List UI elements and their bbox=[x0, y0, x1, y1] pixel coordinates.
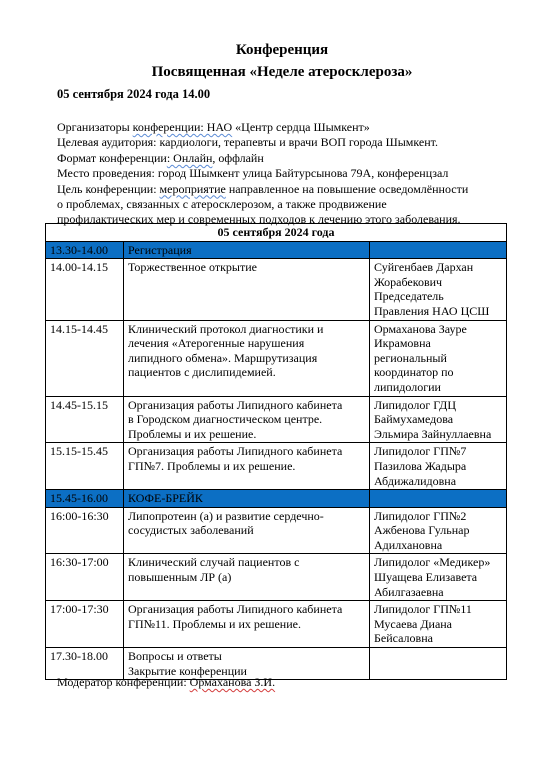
schedule-speaker bbox=[370, 443, 507, 490]
document-subtitle: Посвященная «Неделе атеросклероза» bbox=[151, 64, 413, 80]
schedule-row bbox=[46, 443, 507, 490]
audience-line: Целевая аудитория: кардиологи, терапевты и врачи ВОП города Шымкент. bbox=[57, 135, 439, 150]
schedule-header: 05 сентября 2024 года bbox=[46, 224, 507, 242]
speaker-line: региональный bbox=[374, 350, 447, 365]
schedule-time: 14.00-14.15 bbox=[46, 259, 124, 320]
venue-line: Место проведения: город Шымкент улица Байтурсынова 79А, конференцзал bbox=[57, 166, 449, 181]
speaker-line: Пазилова Жадыра bbox=[374, 458, 467, 473]
schedule-topic bbox=[124, 490, 370, 508]
schedule-topic bbox=[124, 554, 370, 601]
conference-date-time: 05 сентября 2024 года 14.00 bbox=[57, 87, 211, 101]
speaker-line: Абдижалидовна bbox=[374, 473, 457, 488]
schedule-speaker bbox=[370, 396, 507, 443]
conference-info bbox=[57, 120, 507, 228]
schedule-speaker bbox=[370, 320, 507, 396]
speaker-line: Суйгенбаев Дархан bbox=[374, 260, 474, 275]
schedule-time: 16:00-16:30 bbox=[46, 507, 124, 554]
topic-line: Клинический протокол диагностики и bbox=[128, 321, 324, 336]
schedule-row bbox=[46, 601, 507, 648]
schedule-row bbox=[46, 554, 507, 601]
schedule-time: 14.15-14.45 bbox=[46, 320, 124, 396]
organizers-underlined: конференции: НАО bbox=[132, 120, 233, 134]
schedule-time: 17:00-17:30 bbox=[46, 601, 124, 648]
speaker-line: Липидолог ГП№2 bbox=[374, 508, 467, 523]
schedule-time: 13.30-14.00 bbox=[46, 241, 124, 259]
schedule-row bbox=[46, 259, 507, 320]
goal-text-1: направленное на повышение осведомлённости bbox=[225, 181, 469, 196]
topic-line: Регистрация bbox=[128, 242, 192, 257]
speaker-line: Липидолог ГП№11 bbox=[374, 602, 472, 617]
organizers-label: Организаторы bbox=[57, 120, 133, 134]
goal-line-3: профилактических мер и современных подходов к лечению этого заболевания. bbox=[57, 212, 461, 227]
speaker-line: Бейсаловна bbox=[374, 631, 433, 646]
schedule-topic bbox=[124, 507, 370, 554]
schedule-highlight-row bbox=[46, 490, 507, 508]
speaker-line: Икрамовна bbox=[374, 336, 431, 351]
topic-line: Организация работы Липидного кабинета bbox=[128, 397, 343, 412]
schedule-table bbox=[45, 223, 507, 680]
topic-line: Проблемы и их решение. bbox=[128, 426, 257, 441]
schedule-speaker bbox=[370, 490, 507, 508]
schedule-header-row bbox=[46, 224, 507, 242]
schedule-topic bbox=[124, 443, 370, 490]
goal-line-2: о проблемах, связанных с атеросклерозом, а также продвижение bbox=[57, 197, 387, 212]
schedule-speaker bbox=[370, 648, 507, 680]
topic-line: Закрытие конференции bbox=[128, 663, 247, 678]
speaker-line: Ормаханова Зауре bbox=[374, 321, 467, 336]
speaker-line: Шуащева Елизавета bbox=[374, 570, 478, 585]
speaker-line: Липидолог ГП№7 bbox=[374, 444, 467, 459]
speaker-line: координатор по bbox=[374, 365, 454, 380]
topic-line: сосудистых заболеваний bbox=[128, 523, 254, 538]
topic-line: ГП№11. Проблемы и их решение. bbox=[128, 616, 301, 631]
topic-line: ГП№7. Проблемы и их решение. bbox=[128, 458, 296, 473]
moderator-line bbox=[57, 675, 275, 690]
schedule-topic bbox=[124, 320, 370, 396]
goal-line-1 bbox=[57, 182, 507, 197]
topic-line: КОФЕ-БРЕЙК bbox=[128, 491, 203, 506]
schedule-speaker bbox=[370, 554, 507, 601]
speaker-line: Эльмира Зайнуллаевна bbox=[374, 426, 492, 441]
topic-line: Вопросы и ответы bbox=[128, 649, 222, 664]
goal-label: Цель конференции: bbox=[57, 181, 160, 196]
format-underlined: : Онлайн bbox=[166, 150, 213, 165]
speaker-line: Ажбенова Гульнар bbox=[374, 523, 470, 538]
schedule-row bbox=[46, 320, 507, 396]
document-title: Конференция bbox=[235, 42, 329, 58]
schedule-row bbox=[46, 396, 507, 443]
topic-line: лечения «Атерогенные нарушения bbox=[128, 336, 305, 351]
topic-line: повышенным ЛР (а) bbox=[128, 570, 232, 585]
schedule-speaker bbox=[370, 241, 507, 259]
speaker-line: Председатель bbox=[374, 289, 444, 304]
schedule-topic bbox=[124, 396, 370, 443]
speaker-line: Адилхановна bbox=[374, 537, 443, 552]
schedule-time: 15.45-16.00 bbox=[46, 490, 124, 508]
speaker-line: Липидолог ГДЦ bbox=[374, 397, 456, 412]
topic-line: Клинический случай пациентов с bbox=[128, 555, 300, 570]
goal-underlined: мероприятие bbox=[159, 181, 226, 196]
speaker-line: Мусаева Диана bbox=[374, 616, 453, 631]
schedule-time: 17.30-18.00 bbox=[46, 648, 124, 680]
topic-line: Организация работы Липидного кабинета bbox=[128, 602, 343, 617]
speaker-line: Правления НАО ЦСШ bbox=[374, 303, 490, 318]
schedule-time: 15.15-15.45 bbox=[46, 443, 124, 490]
schedule-speaker bbox=[370, 259, 507, 320]
format-label: Формат конференции bbox=[57, 150, 167, 165]
organizers-line bbox=[57, 120, 507, 135]
schedule-topic bbox=[124, 241, 370, 259]
topic-line: липидного обмена». Маршрутизация bbox=[128, 350, 318, 365]
format-value: , оффлайн bbox=[212, 150, 264, 165]
schedule-speaker bbox=[370, 507, 507, 554]
schedule-time: 16:30-17:00 bbox=[46, 554, 124, 601]
speaker-line: Липидолог «Медикер» bbox=[374, 555, 491, 570]
schedule-row bbox=[46, 507, 507, 554]
speaker-line: Жорабекович bbox=[374, 274, 443, 289]
topic-line: в Городском диагностическом центре. bbox=[128, 412, 323, 427]
schedule-topic bbox=[124, 601, 370, 648]
schedule-topic bbox=[124, 259, 370, 320]
schedule-time: 14.45-15.15 bbox=[46, 396, 124, 443]
topic-line: Организация работы Липидного кабинета bbox=[128, 444, 343, 459]
speaker-line: Баймухамедова bbox=[374, 412, 454, 427]
schedule-speaker bbox=[370, 601, 507, 648]
organizers-value: «Центр сердца Шымкент» bbox=[232, 120, 370, 134]
format-line bbox=[57, 151, 507, 166]
schedule-highlight-row bbox=[46, 241, 507, 259]
topic-line: Торжественное открытие bbox=[128, 260, 257, 275]
speaker-line: Абилгазаевна bbox=[374, 584, 444, 599]
topic-line: пациентов с дислипидемией. bbox=[128, 365, 276, 380]
moderator-label: Модератор конференции: bbox=[57, 675, 190, 689]
topic-line: Липопротеин (а) и развитие сердечно- bbox=[128, 508, 324, 523]
moderator-name: Ормаханова З.И. bbox=[189, 675, 276, 689]
speaker-line: липидологии bbox=[374, 379, 441, 394]
